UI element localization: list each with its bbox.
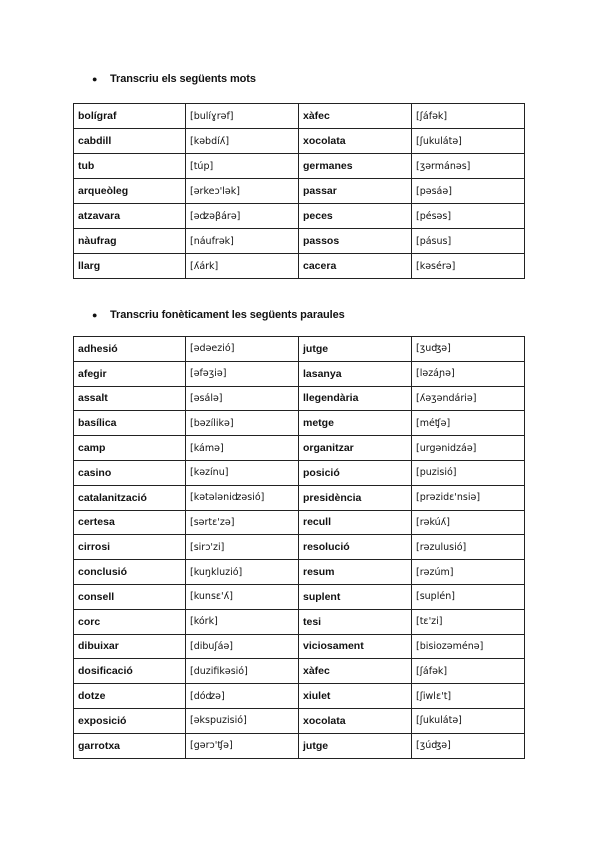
bullet-icon: ●: [92, 74, 98, 84]
word-cell: basílica: [74, 411, 186, 436]
transcription-cell: [ʎárk]: [186, 254, 299, 279]
transcription-cell: [puzisió]: [412, 460, 525, 485]
transcription-cell: [dóʣə]: [186, 684, 299, 709]
word-cell: bolígraf: [74, 104, 186, 129]
word-cell: xocolata: [299, 708, 412, 733]
word-cell: viciosament: [299, 634, 412, 659]
transcription-cell: [tɛ'zi]: [412, 609, 525, 634]
word-cell: lasanya: [299, 361, 412, 386]
word-cell: assalt: [74, 386, 186, 411]
word-cell: nàufrag: [74, 229, 186, 254]
word-cell: casino: [74, 460, 186, 485]
transcription-cell: [əkspuzisió]: [186, 708, 299, 733]
table-row: [74, 535, 525, 560]
transcription-cell: [ʃukulátə]: [412, 129, 525, 154]
transcription-cell: [ədəezió]: [186, 337, 299, 362]
transcription-cell: [prəzidɛ'nsiə]: [412, 485, 525, 510]
words-table-1: [73, 103, 525, 279]
table-row: [74, 104, 525, 129]
table-row: [74, 510, 525, 535]
word-cell: resolució: [299, 535, 412, 560]
table-row: [74, 733, 525, 758]
table-row: [74, 436, 525, 461]
word-cell: resum: [299, 560, 412, 585]
section1-heading: [92, 73, 256, 85]
word-cell: consell: [74, 584, 186, 609]
table-row: [74, 386, 525, 411]
transcription-cell: [əsálə]: [186, 386, 299, 411]
table-row: [74, 485, 525, 510]
section1-title: Transcriu els següents mots: [110, 73, 256, 85]
transcription-cell: [duzifikəsió]: [186, 659, 299, 684]
word-cell: jutge: [299, 337, 412, 362]
transcription-cell: [suplén]: [412, 584, 525, 609]
word-cell: camp: [74, 436, 186, 461]
word-cell: xàfec: [299, 659, 412, 684]
word-cell: metge: [299, 411, 412, 436]
word-cell: xàfec: [299, 104, 412, 129]
words-table-2: [73, 336, 525, 759]
word-cell: cacera: [299, 254, 412, 279]
bullet-icon: ●: [92, 310, 98, 320]
transcription-cell: [ləzáɲə]: [412, 361, 525, 386]
table-row: [74, 129, 525, 154]
word-cell: posició: [299, 460, 412, 485]
word-cell: corc: [74, 609, 186, 634]
transcription-cell: [kətələniʣəsió]: [186, 485, 299, 510]
transcription-cell: [náufrək]: [186, 229, 299, 254]
transcription-cell: [pásus]: [412, 229, 525, 254]
transcription-cell: [kəsérə]: [412, 254, 525, 279]
table-row: [74, 154, 525, 179]
word-cell: jutge: [299, 733, 412, 758]
table-row: [74, 337, 525, 362]
transcription-cell: [urgənidzáə]: [412, 436, 525, 461]
section2-heading: [92, 309, 345, 321]
word-cell: afegir: [74, 361, 186, 386]
transcription-cell: [pésəs]: [412, 204, 525, 229]
transcription-cell: [ʒúʤə]: [412, 733, 525, 758]
word-cell: arqueòleg: [74, 179, 186, 204]
table-row: [74, 229, 525, 254]
transcription-cell: [ʃiwlɛ't]: [412, 684, 525, 709]
word-cell: passos: [299, 229, 412, 254]
table-row: [74, 411, 525, 436]
transcription-cell: [ʃáfək]: [412, 659, 525, 684]
word-cell: dosificació: [74, 659, 186, 684]
transcription-cell: [kəbdíʎ]: [186, 129, 299, 154]
word-cell: organitzar: [299, 436, 412, 461]
transcription-cell: [ʃukulátə]: [412, 708, 525, 733]
word-cell: llegendària: [299, 386, 412, 411]
transcription-cell: [gərɔ'ʧə]: [186, 733, 299, 758]
word-cell: xiulet: [299, 684, 412, 709]
transcription-cell: [ərkeɔ'lək]: [186, 179, 299, 204]
transcription-cell: [bisiozəménə]: [412, 634, 525, 659]
section2-title: Transcriu fonèticament les següents paraules: [110, 309, 345, 321]
word-cell: garrotxa: [74, 733, 186, 758]
transcription-cell: [ʒərmánəs]: [412, 154, 525, 179]
table-row: [74, 659, 525, 684]
transcription-cell: [kəzínu]: [186, 460, 299, 485]
table-row: [74, 708, 525, 733]
word-cell: xocolata: [299, 129, 412, 154]
table-row: [74, 560, 525, 585]
transcription-cell: [pəsáə]: [412, 179, 525, 204]
transcription-cell: [ʒuʤə]: [412, 337, 525, 362]
table-row: [74, 361, 525, 386]
transcription-cell: [bəzílikə]: [186, 411, 299, 436]
table-row: [74, 460, 525, 485]
transcription-cell: [sirɔ'zi]: [186, 535, 299, 560]
transcription-cell: [rəkúʎ]: [412, 510, 525, 535]
word-cell: certesa: [74, 510, 186, 535]
transcription-cell: [méʧə]: [412, 411, 525, 436]
word-cell: exposició: [74, 708, 186, 733]
table-row: [74, 684, 525, 709]
word-cell: passar: [299, 179, 412, 204]
word-cell: adhesió: [74, 337, 186, 362]
word-cell: conclusió: [74, 560, 186, 585]
table-row: [74, 204, 525, 229]
transcription-cell: [kuŋkluzió]: [186, 560, 299, 585]
transcription-cell: [rəzúm]: [412, 560, 525, 585]
transcription-cell: [əʣəβárə]: [186, 204, 299, 229]
word-cell: peces: [299, 204, 412, 229]
transcription-cell: [kunsɛ'ʎ]: [186, 584, 299, 609]
table-row: [74, 609, 525, 634]
word-cell: cabdill: [74, 129, 186, 154]
word-cell: catalanització: [74, 485, 186, 510]
table-row: [74, 254, 525, 279]
word-cell: suplent: [299, 584, 412, 609]
word-cell: presidència: [299, 485, 412, 510]
word-cell: cirrosi: [74, 535, 186, 560]
transcription-cell: [bulíɣrəf]: [186, 104, 299, 129]
word-cell: tub: [74, 154, 186, 179]
transcription-cell: [ʎəʒəndáriə]: [412, 386, 525, 411]
word-cell: llarg: [74, 254, 186, 279]
transcription-cell: [kámə]: [186, 436, 299, 461]
word-cell: dotze: [74, 684, 186, 709]
transcription-cell: [sərtɛ'zə]: [186, 510, 299, 535]
transcription-cell: [ʃáfək]: [412, 104, 525, 129]
word-cell: dibuixar: [74, 634, 186, 659]
transcription-cell: [dibuʃáə]: [186, 634, 299, 659]
table-row: [74, 584, 525, 609]
transcription-cell: [əfəʒiə]: [186, 361, 299, 386]
transcription-cell: [kórk]: [186, 609, 299, 634]
table-row: [74, 179, 525, 204]
word-cell: recull: [299, 510, 412, 535]
transcription-cell: [túp]: [186, 154, 299, 179]
table-row: [74, 634, 525, 659]
transcription-cell: [rəzulusió]: [412, 535, 525, 560]
word-cell: germanes: [299, 154, 412, 179]
word-cell: tesi: [299, 609, 412, 634]
word-cell: atzavara: [74, 204, 186, 229]
